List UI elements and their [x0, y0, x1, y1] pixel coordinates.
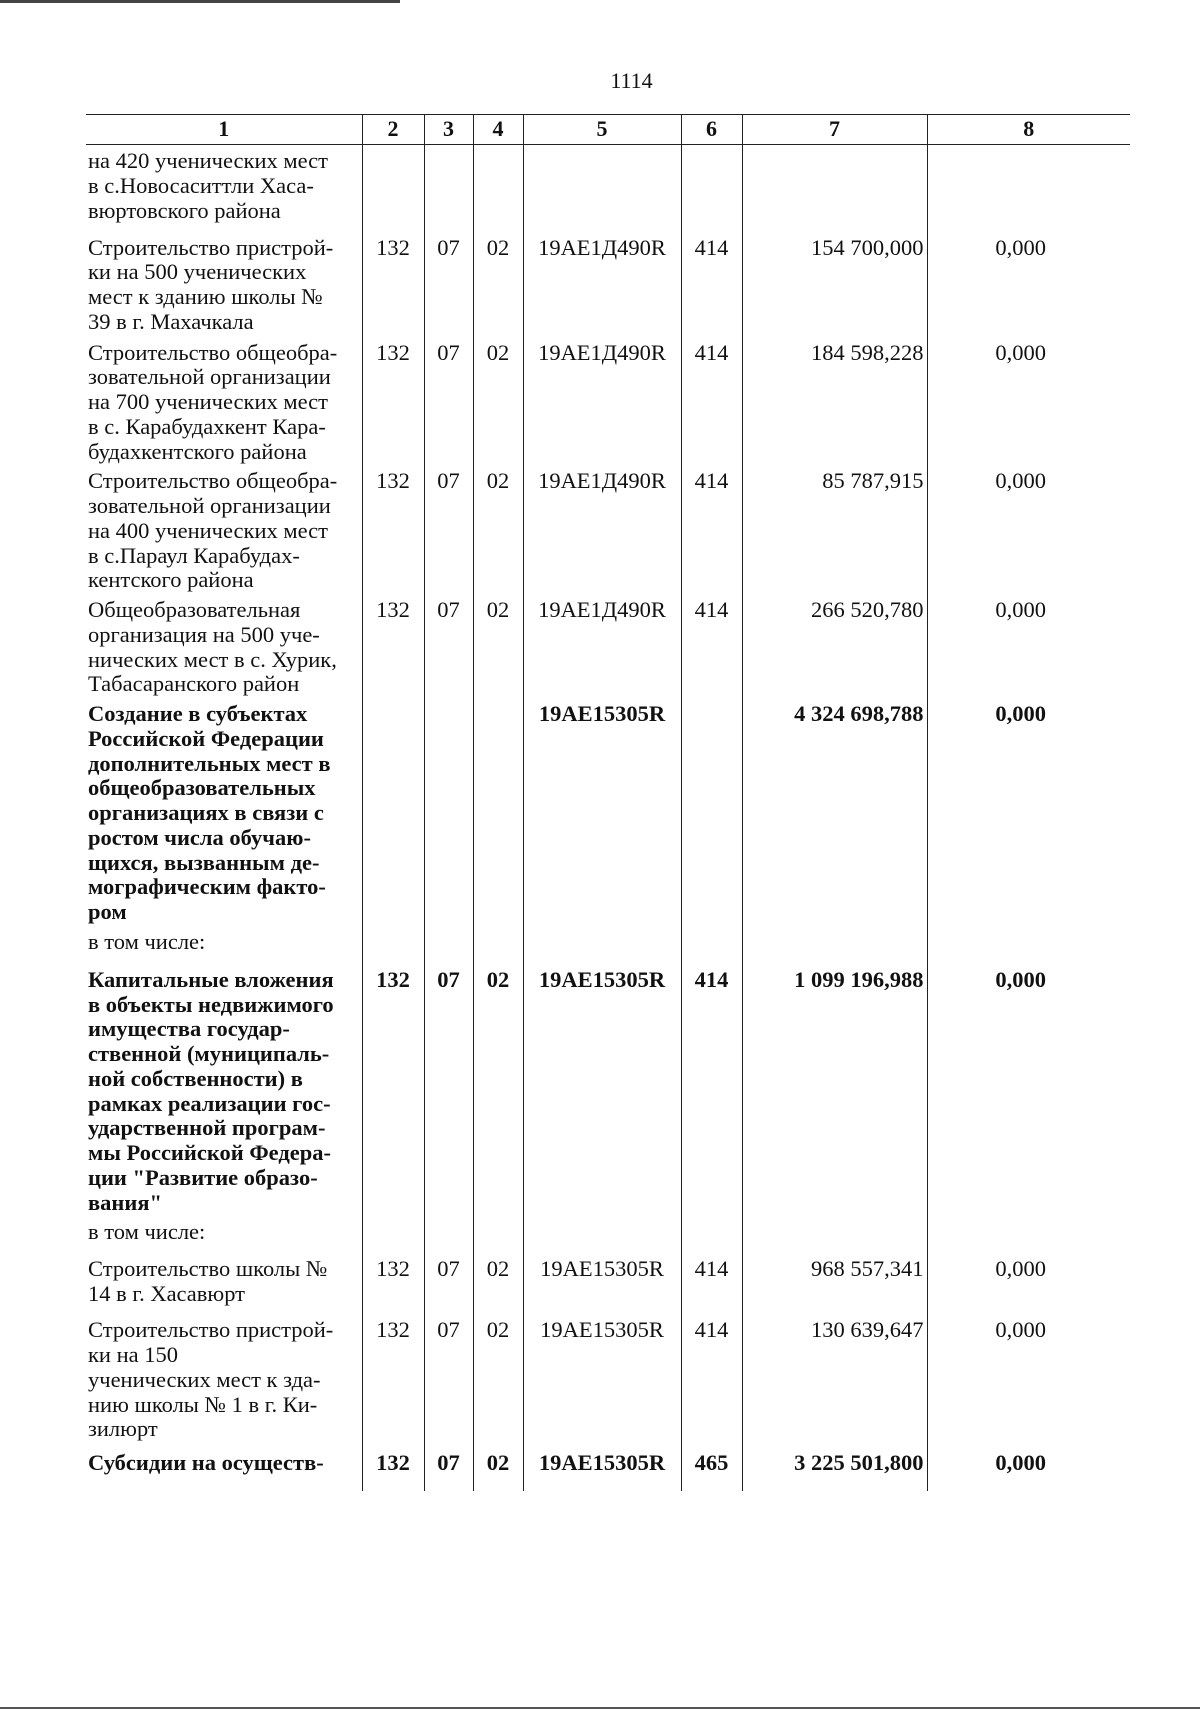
table-row [86, 593, 1130, 697]
cell-amount-next: 0,000 [927, 464, 1130, 593]
cell-type [681, 1215, 742, 1252]
cell-target: 19АЕ15305R [523, 1446, 681, 1491]
cell-code-3: 07 [424, 1313, 473, 1446]
cell-code-4: 02 [473, 963, 523, 1216]
cell-code-4: 02 [473, 231, 523, 336]
cell-code-4: 02 [473, 464, 523, 593]
cell-code-3: 07 [424, 1252, 473, 1313]
table-row [86, 925, 1130, 963]
cell-target: 19АЕ1Д490R [523, 593, 681, 697]
cell-code-3: 07 [424, 1446, 473, 1491]
cell-code-3 [424, 697, 473, 925]
cell-target: 19АЕ15305R [523, 1252, 681, 1313]
cell-target: 19АЕ1Д490R [523, 231, 681, 336]
cell-amount: 184 598,228 [742, 336, 927, 465]
cell-code-2: 132 [362, 593, 424, 697]
column-header-3: 3 [424, 115, 473, 145]
column-header-5: 5 [523, 115, 681, 145]
cell-code-2: 132 [362, 1446, 424, 1491]
cell-target [523, 925, 681, 963]
cell-type: 414 [681, 593, 742, 697]
column-header-2: 2 [362, 115, 424, 145]
cell-code-2 [362, 925, 424, 963]
cell-code-3: 07 [424, 963, 473, 1216]
cell-type: 414 [681, 464, 742, 593]
cell-amount-next: 0,000 [927, 593, 1130, 697]
row-name: Капитальные вложения в объекты недвижимого имущества государ- ственной (муниципаль- ной собственности) в рамках реализации гос- ударственной програм- мы Российской Федера- ции "Развитие образо- вания" [88, 966, 334, 1215]
table-row [86, 1215, 1130, 1252]
table-body [86, 145, 1130, 1492]
row-name: Строительство общеобра- зовательной организации на 400 ученических мест в с.Параул Карабудах- кентского района [88, 468, 338, 593]
budget-table [86, 114, 1130, 1491]
cell-code-4: 02 [473, 593, 523, 697]
cell-amount: 4 324 698,788 [742, 697, 927, 925]
row-name: Строительство пристрой- ки на 500 ученических мест к зданию школы № 39 в г. Махачкала [88, 234, 334, 334]
table-row [86, 231, 1130, 336]
cell-code-4 [473, 1215, 523, 1252]
row-name: Создание в субъектах Российской Федерации дополнительных мест в общеобразовательных организациях в связи с ростом числа обучаю- щихся, вызванным де- мографическим факто- ром [88, 701, 331, 924]
cell-amount: 266 520,780 [742, 593, 927, 697]
table-row [86, 1252, 1130, 1313]
cell-code-3 [424, 145, 473, 231]
column-header-7: 7 [742, 115, 927, 145]
column-header-4: 4 [473, 115, 523, 145]
table-row [86, 963, 1130, 1216]
cell-amount [742, 1215, 927, 1252]
row-name: Строительство школы № 14 в г. Хасавюрт [88, 1256, 328, 1306]
cell-amount: 85 787,915 [742, 464, 927, 593]
row-name: Строительство пристрой- ки на 150 ученических мест к зда- нию школы № 1 в г. Ки- зилюрт [88, 1317, 334, 1442]
cell-code-2: 132 [362, 336, 424, 465]
cell-type [681, 697, 742, 925]
cell-code-2 [362, 697, 424, 925]
cell-target: 19АЕ15305R [523, 697, 681, 925]
cell-code-4 [473, 697, 523, 925]
row-name: в том числе: [88, 1219, 206, 1245]
cell-type [681, 925, 742, 963]
cell-code-3: 07 [424, 464, 473, 593]
cell-code-3: 07 [424, 231, 473, 336]
cell-amount-next: 0,000 [927, 963, 1130, 1216]
cell-amount-next: 0,000 [927, 697, 1130, 925]
table-row [86, 697, 1130, 925]
cell-amount-next [927, 145, 1130, 231]
cell-target [523, 1215, 681, 1252]
cell-code-4 [473, 925, 523, 963]
cell-code-4 [473, 145, 523, 231]
cell-amount: 154 700,000 [742, 231, 927, 336]
cell-code-3 [424, 1215, 473, 1252]
row-name: в том числе: [88, 928, 206, 954]
row-name: на 420 ученических мест в с.Новосаситтли Хаса- вюртовского района [88, 148, 328, 223]
top-edge-rule [0, 0, 400, 3]
cell-type [681, 145, 742, 231]
cell-type: 414 [681, 336, 742, 465]
table-row [86, 464, 1130, 593]
cell-target: 19АЕ1Д490R [523, 336, 681, 465]
cell-code-2: 132 [362, 1252, 424, 1313]
cell-code-4: 02 [473, 1252, 523, 1313]
cell-amount-next [927, 1215, 1130, 1252]
cell-code-2: 132 [362, 464, 424, 593]
cell-amount [742, 925, 927, 963]
cell-type: 414 [681, 963, 742, 1216]
column-header-8: 8 [927, 115, 1130, 145]
cell-target: 19АЕ1Д490R [523, 464, 681, 593]
cell-amount-next: 0,000 [927, 336, 1130, 465]
cell-code-3: 07 [424, 336, 473, 465]
table-row [86, 1313, 1130, 1446]
row-name: Строительство общеобра- зовательной организации на 700 ученических мест в с. Карабудахкент Кара- будахкентского района [88, 339, 338, 464]
cell-type: 414 [681, 1313, 742, 1446]
cell-amount-next: 0,000 [927, 231, 1130, 336]
cell-code-4: 02 [473, 1446, 523, 1491]
cell-amount: 130 639,647 [742, 1313, 927, 1446]
cell-code-3 [424, 925, 473, 963]
header-row [86, 115, 1130, 145]
cell-code-4: 02 [473, 1313, 523, 1446]
cell-code-2: 132 [362, 231, 424, 336]
cell-amount-next: 0,000 [927, 1313, 1130, 1446]
cell-target: 19АЕ15305R [523, 963, 681, 1216]
bottom-edge-rule [0, 1707, 1200, 1709]
column-header-1: 1 [86, 115, 362, 145]
table-row [86, 145, 1130, 231]
cell-type: 414 [681, 1252, 742, 1313]
cell-amount-next [927, 925, 1130, 963]
cell-code-2 [362, 145, 424, 231]
row-name: Субсидии на осуществ- [88, 1450, 324, 1476]
cell-target: 19АЕ15305R [523, 1313, 681, 1446]
column-header-6: 6 [681, 115, 742, 145]
cell-amount-next: 0,000 [927, 1252, 1130, 1313]
table-row [86, 336, 1130, 465]
cell-type: 465 [681, 1446, 742, 1491]
cell-amount [742, 145, 927, 231]
cell-code-4: 02 [473, 336, 523, 465]
row-name: Общеобразовательная организация на 500 уче- нических мест в с. Хурик, Табасаранского район [88, 597, 337, 697]
cell-amount: 1 099 196,988 [742, 963, 927, 1216]
cell-amount-next: 0,000 [927, 1446, 1130, 1491]
cell-type: 414 [681, 231, 742, 336]
page-number: 1114 [610, 68, 653, 93]
table-row [86, 1446, 1130, 1491]
cell-amount: 3 225 501,800 [742, 1446, 927, 1491]
cell-target [523, 145, 681, 231]
cell-code-2: 132 [362, 1313, 424, 1446]
cell-code-2 [362, 1215, 424, 1252]
cell-code-3: 07 [424, 593, 473, 697]
cell-code-2: 132 [362, 963, 424, 1216]
cell-amount: 968 557,341 [742, 1252, 927, 1313]
